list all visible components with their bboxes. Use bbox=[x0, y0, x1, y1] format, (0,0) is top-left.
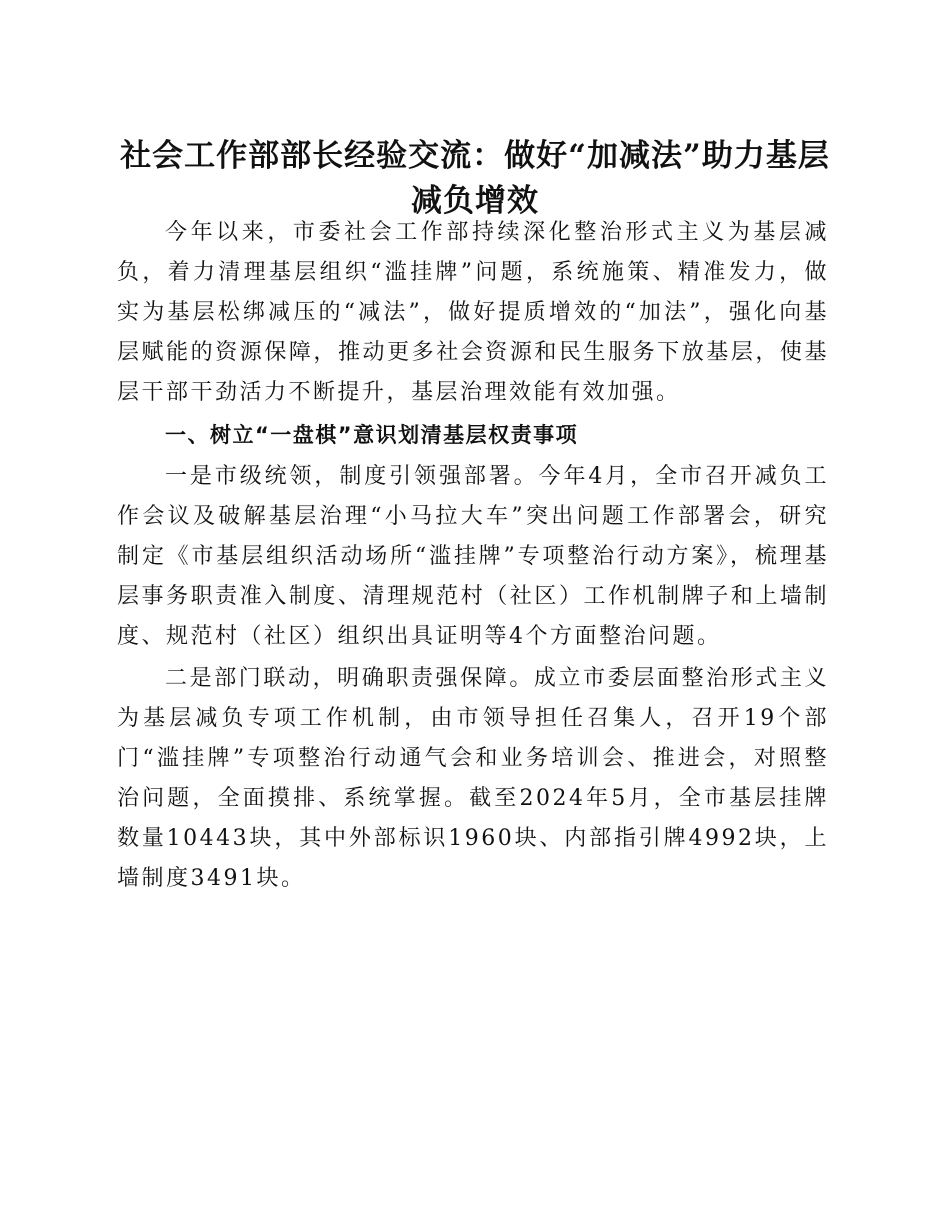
document-title: 社会工作部部长经验交流：做好“加减法”助力基层减负增效 bbox=[120, 138, 830, 219]
paragraph-1: 一是市级统领，制度引领强部署。今年4月，全市召开减负工作会议及破解基层治理“小马拉大车”突出问题工作部署会，研究制定《市基层组织活动场所“滥挂牌”专项整治行动方案》，梳理基层事务职责准入制度、清理规范村（社区）工作机制牌子和上墙制度、规范村（社区）组织出具证明等4个方面整治问题。 bbox=[117, 464, 829, 649]
document-body bbox=[117, 213, 829, 901]
section-heading: 一、树立“一盘棋”意识划清基层权责事项 bbox=[165, 423, 579, 447]
intro-paragraph: 今年以来，市委社会工作部持续深化整治形式主义为基层减负，着力清理基层组织“滥挂牌”问题，系统施策、精准发力，做实为基层松绑减压的“减法”，做好提质增效的“加法”，强化向基层赋能的资源保障，推动更多社会资源和民生服务下放基层，使基层干部干劲活力不断提升，基层治理效能有效加强。 bbox=[117, 220, 829, 405]
paragraph-2: 二是部门联动，明确职责强保障。成立市委层面整治形式主义为基层减负专项工作机制，由市领导担任召集人，召开19个部门“滥挂牌”专项整治行动通气会和业务培训会、推进会，对照整治问题，全面摸排、系统掌握。截至2024年5月，全市基层挂牌数量10443块，其中外部标识1960块、内部指引牌4992块，上墙制度3491块。 bbox=[117, 666, 829, 891]
